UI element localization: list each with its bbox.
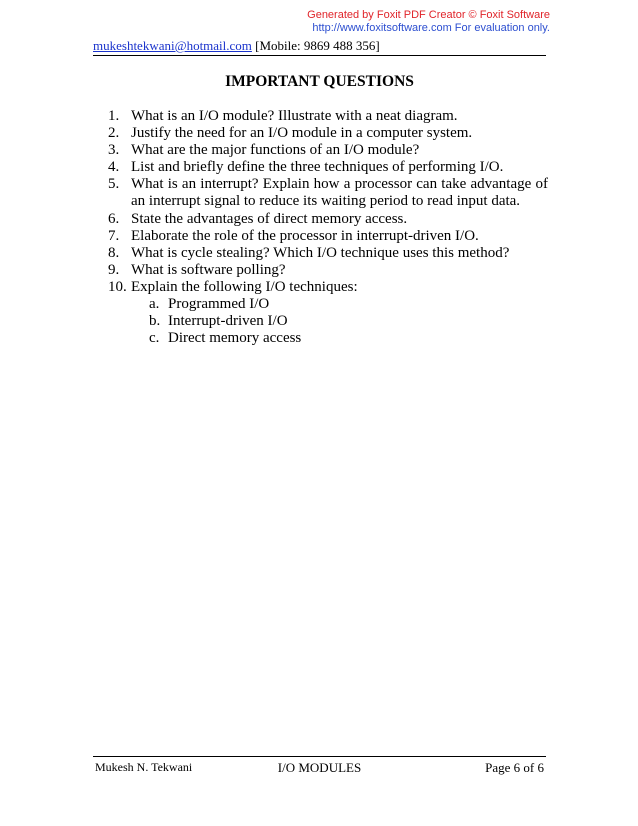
- page-footer: [93, 756, 546, 777]
- sublist-item: [149, 296, 548, 313]
- sublist-text: Direct memory access: [168, 330, 302, 347]
- question-text: What are the major functions of an I/O module?: [131, 142, 420, 159]
- technique-sublist: [131, 296, 548, 347]
- question-number: 3.: [108, 142, 120, 159]
- watermark-line-2: http://www.foxitsoftware.com For evaluation only.: [312, 22, 550, 34]
- question-item: [108, 176, 548, 210]
- author-email-link[interactable]: mukeshtekwani@hotmail.com: [93, 38, 252, 53]
- sublist-letter: c.: [149, 330, 160, 347]
- question-item: [108, 211, 548, 228]
- question-number: 4.: [108, 159, 120, 176]
- question-text: What is software polling?: [131, 261, 286, 278]
- question-text: Elaborate the role of the processor in interrupt-driven I/O.: [131, 227, 479, 244]
- question-item: [108, 159, 548, 176]
- sublist-item: [149, 313, 548, 330]
- question-item: [108, 262, 548, 279]
- page-title: IMPORTANT QUESTIONS: [225, 73, 414, 90]
- question-number: 9.: [108, 261, 120, 278]
- question-10-text: Explain the following I/O techniques:: [131, 278, 358, 295]
- question-text: What is cycle stealing? Which I/O technique uses this method?: [131, 244, 510, 261]
- watermark-line-1: Generated by Foxit PDF Creator © Foxit Software: [307, 9, 550, 21]
- footer-author: Mukesh N. Tekwani: [95, 760, 193, 774]
- question-text: What is an interrupt? Explain how a processor can take advantage of an interrupt signal to reduce its waiting period to read input data.: [131, 176, 548, 210]
- question-text: State the advantages of direct memory access.: [131, 210, 408, 227]
- question-text: What is an I/O module? Illustrate with a neat diagram.: [131, 108, 458, 124]
- page-header: [93, 38, 546, 56]
- question-number: 6.: [108, 210, 120, 227]
- question-number: 2.: [108, 125, 120, 142]
- question-list: [108, 108, 548, 347]
- question-text: List and briefly define the three techniques of performing I/O.: [131, 159, 504, 176]
- question-item: [108, 125, 548, 142]
- sublist-item: [149, 330, 548, 347]
- foxit-watermark: [307, 9, 550, 35]
- question-item: [108, 108, 548, 125]
- sublist-letter: a.: [149, 296, 160, 313]
- question-number: 7.: [108, 227, 120, 244]
- sublist-text: Programmed I/O: [168, 296, 270, 313]
- question-number: 8.: [108, 244, 120, 261]
- question-number: 10.: [108, 278, 127, 295]
- question-text: [131, 279, 548, 347]
- question-number: 5.: [108, 176, 120, 193]
- question-text: Justify the need for an I/O module in a computer system.: [131, 125, 473, 142]
- sublist-letter: b.: [149, 313, 161, 330]
- footer-page-number: Page 6 of 6: [485, 760, 544, 775]
- question-item: [108, 228, 548, 245]
- author-mobile: [Mobile: 9869 488 356]: [251, 38, 380, 53]
- question-item: [108, 142, 548, 159]
- question-item: [108, 279, 548, 347]
- footer-topic: I/O MODULES: [277, 760, 362, 775]
- sublist-text: Interrupt-driven I/O: [168, 313, 288, 330]
- question-number: 1.: [108, 108, 120, 124]
- question-item: [108, 245, 548, 262]
